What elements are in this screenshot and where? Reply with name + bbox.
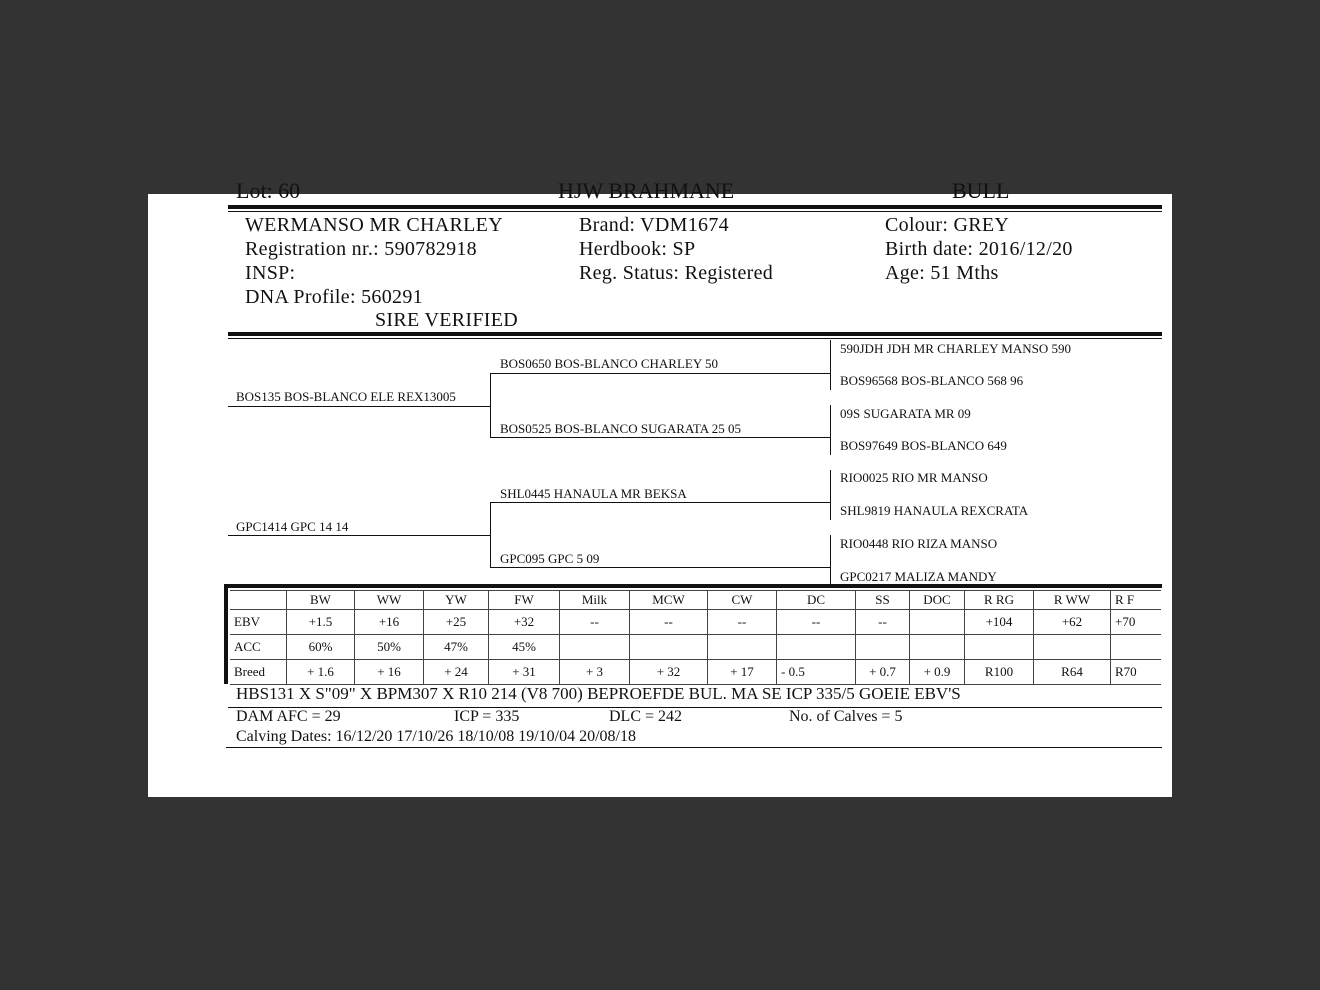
ebv-header-milk: Milk <box>560 591 630 610</box>
acc-cell: 45% <box>489 635 560 660</box>
ebv-table <box>230 590 1161 685</box>
ebv-cell: +1.5 <box>287 610 355 635</box>
ebv-row-label: EBV <box>230 610 287 635</box>
ebv-cell: +104 <box>965 610 1034 635</box>
ebv-header-doc: DOC <box>910 591 965 610</box>
breed-cell: + 24 <box>424 660 489 685</box>
mid-rule <box>228 332 1162 336</box>
reg-status: Reg. Status: Registered <box>579 262 774 284</box>
bottom-rule <box>226 747 1162 748</box>
ebv-cell: +16 <box>355 610 424 635</box>
ebv-cell: -- <box>856 610 910 635</box>
ebv-header-fw: FW <box>489 591 560 610</box>
acc-cell: 47% <box>424 635 489 660</box>
remarks-rule <box>228 707 1162 708</box>
pedigree-g3-6: SHL9819 HANAULA REXCRATA <box>840 503 1029 518</box>
ebv-header-rf: R F <box>1111 591 1162 610</box>
breed-cell: + 0.9 <box>910 660 965 685</box>
pedigree-dam: GPC1414 GPC 14 14 <box>236 519 349 534</box>
pedigree-g3-5: RIO0025 RIO MR MANSO <box>840 470 988 485</box>
ebv-header-ww: WW <box>355 591 424 610</box>
breed-cell: + 16 <box>355 660 424 685</box>
breed-title: HJW BRAHMANE <box>558 178 735 203</box>
calving-dates: Calving Dates: 16/12/20 17/10/26 18/10/08 19/10/04 20/08/18 <box>236 728 636 745</box>
pedigree-sire: BOS135 BOS-BLANCO ELE REX13005 <box>236 389 456 404</box>
pedigree-g3-4: BOS97649 BOS-BLANCO 649 <box>840 438 1007 453</box>
dd-line <box>490 567 831 568</box>
dam-afc: DAM AFC = 29 <box>236 708 341 725</box>
breed-cell: - 0.5 <box>777 660 856 685</box>
sire-bracket <box>490 373 491 438</box>
pedigree-g3-8: GPC0217 MALIZA MANDY <box>840 569 997 584</box>
breed-cell: + 17 <box>708 660 777 685</box>
acc-cell <box>777 635 856 660</box>
ebv-header-yw: YW <box>424 591 489 610</box>
ebv-cell: +62 <box>1034 610 1111 635</box>
dam-bracket <box>490 502 491 567</box>
ebv-cell: -- <box>708 610 777 635</box>
acc-cell: 50% <box>355 635 424 660</box>
gg-bracket-2 <box>830 405 831 455</box>
acc-cell <box>910 635 965 660</box>
ebv-header-ss: SS <box>856 591 910 610</box>
pedigree-g3-2: BOS96568 BOS-BLANCO 568 96 <box>840 373 1024 388</box>
gg-bracket-4 <box>830 535 831 585</box>
breed-cell: + 31 <box>489 660 560 685</box>
ebv-header-bw: BW <box>287 591 355 610</box>
ebv-cell: -- <box>630 610 708 635</box>
breed-cell: + 0.7 <box>856 660 910 685</box>
ebv-cell: -- <box>560 610 630 635</box>
ebv-cell <box>910 610 965 635</box>
ds-line <box>490 502 831 503</box>
remarks: HBS131 X S"09" X BPM307 X R10 214 (V8 700) BEPROEFDE BUL. MA SE ICP 335/5 GOEIE EBV'S <box>236 684 961 703</box>
age: Age: 51 Mths <box>885 262 999 284</box>
breed-cell: + 3 <box>560 660 630 685</box>
breed-cell: R70 <box>1111 660 1162 685</box>
insp-label: INSP: <box>245 262 296 284</box>
ebv-header-rww: R WW <box>1034 591 1111 610</box>
acc-cell <box>856 635 910 660</box>
colour: Colour: GREY <box>885 214 1010 236</box>
ebv-header-dc: DC <box>777 591 856 610</box>
acc-cell <box>1111 635 1162 660</box>
sire-verified: SIRE VERIFIED <box>375 309 518 331</box>
dna-profile: DNA Profile: 560291 <box>245 286 423 308</box>
ebv-cell: -- <box>777 610 856 635</box>
ebv-header-mcw: MCW <box>630 591 708 610</box>
dam-icp: ICP = 335 <box>454 708 520 725</box>
ebv-header-cw: CW <box>708 591 777 610</box>
acc-cell <box>560 635 630 660</box>
acc-cell <box>1034 635 1111 660</box>
pedigree-g3-7: RIO0448 RIO RIZA MANSO <box>840 536 998 551</box>
acc-cell: 60% <box>287 635 355 660</box>
breed-cell: + 1.6 <box>287 660 355 685</box>
dam-line <box>228 535 490 536</box>
ebv-header-blank <box>230 591 287 610</box>
breed-row-label: Breed <box>230 660 287 685</box>
ebv-cell: +32 <box>489 610 560 635</box>
pedigree-dam-dam: GPC095 GPC 5 09 <box>500 551 600 566</box>
acc-cell <box>630 635 708 660</box>
gg-bracket-1 <box>830 340 831 390</box>
sd-line <box>490 437 831 438</box>
catalogue-page <box>148 178 1172 797</box>
acc-cell <box>965 635 1034 660</box>
pedigree-g3-1: 590JDH JDH MR CHARLEY MANSO 590 <box>840 341 1072 356</box>
breed-cell: + 32 <box>630 660 708 685</box>
brand: Brand: VDM1674 <box>579 214 729 236</box>
acc-cell <box>708 635 777 660</box>
pedigree-sire-dam: BOS0525 BOS-BLANCO SUGARATA 25 05 <box>500 421 741 436</box>
pedigree-dam-sire: SHL0445 HANAULA MR BEKSA <box>500 486 687 501</box>
mid-rule-thin <box>228 338 1162 339</box>
ebv-top-rule <box>224 584 1162 588</box>
dam-calves: No. of Calves = 5 <box>789 708 903 725</box>
sire-line <box>228 406 490 407</box>
breed-cell: R100 <box>965 660 1034 685</box>
pedigree-g3-3: 09S SUGARATA MR 09 <box>840 406 971 421</box>
animal-name: WERMANSO MR CHARLEY <box>245 214 503 236</box>
ss-line <box>490 373 831 374</box>
ebv-row <box>230 610 1161 635</box>
ebv-cell: +25 <box>424 610 489 635</box>
birth-date: Birth date: 2016/12/20 <box>885 238 1073 260</box>
breed-cell: R64 <box>1034 660 1111 685</box>
top-rule <box>228 205 1162 209</box>
pedigree-sire-sire: BOS0650 BOS-BLANCO CHARLEY 50 <box>500 356 719 371</box>
ebv-header-row <box>230 591 1161 610</box>
lot-number: Lot: 60 <box>236 178 301 203</box>
registration-number: Registration nr.: 590782918 <box>245 238 477 260</box>
acc-row-label: ACC <box>230 635 287 660</box>
ebv-cell: +70 <box>1111 610 1162 635</box>
ebv-header-rrg: R RG <box>965 591 1034 610</box>
herdbook: Herdbook: SP <box>579 238 696 260</box>
ebv-left-rule <box>224 584 228 684</box>
gg-bracket-3 <box>830 470 831 520</box>
top-rule-thin <box>228 211 1162 212</box>
dam-dlc: DLC = 242 <box>609 708 683 725</box>
breed-row <box>230 660 1161 685</box>
acc-row <box>230 635 1161 660</box>
sex-title: BULL <box>952 178 1010 203</box>
